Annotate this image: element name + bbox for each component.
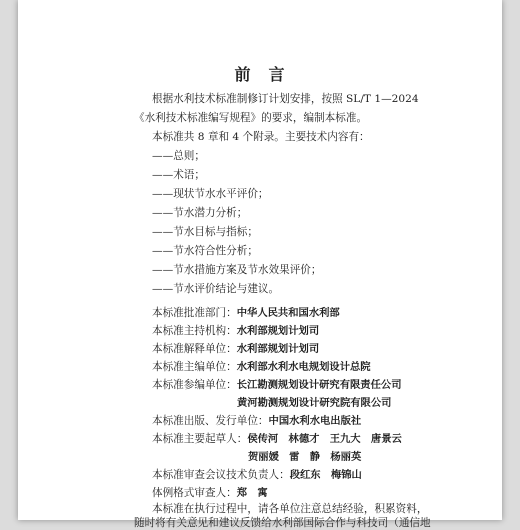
page-title: 前 言 bbox=[234, 65, 286, 84]
intro-line: 根据水利技术标准制修订计划安排，按照 SL/T 1—2024 bbox=[152, 93, 419, 105]
list-item: ——现状节水水平评价； bbox=[152, 188, 269, 200]
info-row bbox=[152, 324, 319, 338]
info-row bbox=[152, 360, 371, 374]
info-value: 中国水利水电出版社 bbox=[268, 415, 362, 427]
info-key: 本标准审查会议技术负责人： bbox=[152, 469, 290, 481]
list-item: ——总则； bbox=[152, 150, 205, 162]
info-row bbox=[152, 378, 402, 392]
info-key: 本标准主要起草人： bbox=[152, 433, 248, 445]
info-row bbox=[152, 342, 319, 356]
list-item: ——术语； bbox=[152, 169, 205, 181]
closing-line: 本标准在执行过程中，请各单位注意总结经验，积累资料， bbox=[152, 503, 428, 515]
info-value: 郑 寓 bbox=[236, 487, 268, 499]
info-key: 体例格式审查人： bbox=[152, 487, 237, 499]
info-key: 本标准参编单位： bbox=[152, 379, 237, 391]
info-value: 段红东 梅锦山 bbox=[289, 469, 362, 481]
info-row bbox=[152, 486, 268, 500]
info-row bbox=[152, 306, 340, 320]
info-value: 中华人民共和国水利部 bbox=[236, 307, 340, 319]
info-key: 本标准主编单位： bbox=[152, 361, 237, 373]
info-row bbox=[152, 432, 402, 446]
list-item: ——节水潜力分析； bbox=[152, 207, 248, 219]
info-row bbox=[237, 396, 391, 410]
info-key: 本标准解释单位： bbox=[152, 343, 237, 355]
info-row bbox=[248, 450, 361, 464]
info-row bbox=[152, 468, 362, 482]
list-item: ——节水符合性分析； bbox=[152, 245, 258, 257]
info-key: 本标准出版、发行单位： bbox=[152, 415, 269, 427]
info-value: 长江勘测规划设计研究有限责任公司 bbox=[236, 379, 402, 391]
info-value: 贺丽媛 雷 静 杨丽英 bbox=[248, 451, 362, 463]
info-key: 本标准批准部门： bbox=[152, 307, 237, 319]
list-item: ——节水评价结论与建议。 bbox=[152, 283, 280, 295]
info-key: 本标准主持机构： bbox=[152, 325, 237, 337]
list-item: ——节水措施方案及节水效果评价； bbox=[152, 264, 322, 276]
info-value: 水利部规划计划司 bbox=[236, 325, 320, 337]
info-value: 侯传河 林德才 王九大 唐景云 bbox=[247, 433, 402, 445]
info-value: 水利部水利水电规划设计总院 bbox=[236, 361, 371, 373]
info-value: 黄河勘测规划设计研究院有限公司 bbox=[237, 397, 392, 409]
info-row bbox=[152, 414, 361, 428]
closing-line: 随时将有关意见和建议反馈给水利部国际合作与科技司（通信地 bbox=[134, 517, 431, 529]
intro-line: 《水利技术标准编写规程》的要求，编制本标准。 bbox=[134, 112, 368, 124]
intro-line: 本标准共 8 章和 4 个附录。主要技术内容有： bbox=[152, 131, 370, 143]
document-page bbox=[18, 0, 502, 529]
list-item: ——节水目标与指标； bbox=[152, 226, 258, 238]
info-value: 水利部规划计划司 bbox=[236, 343, 320, 355]
